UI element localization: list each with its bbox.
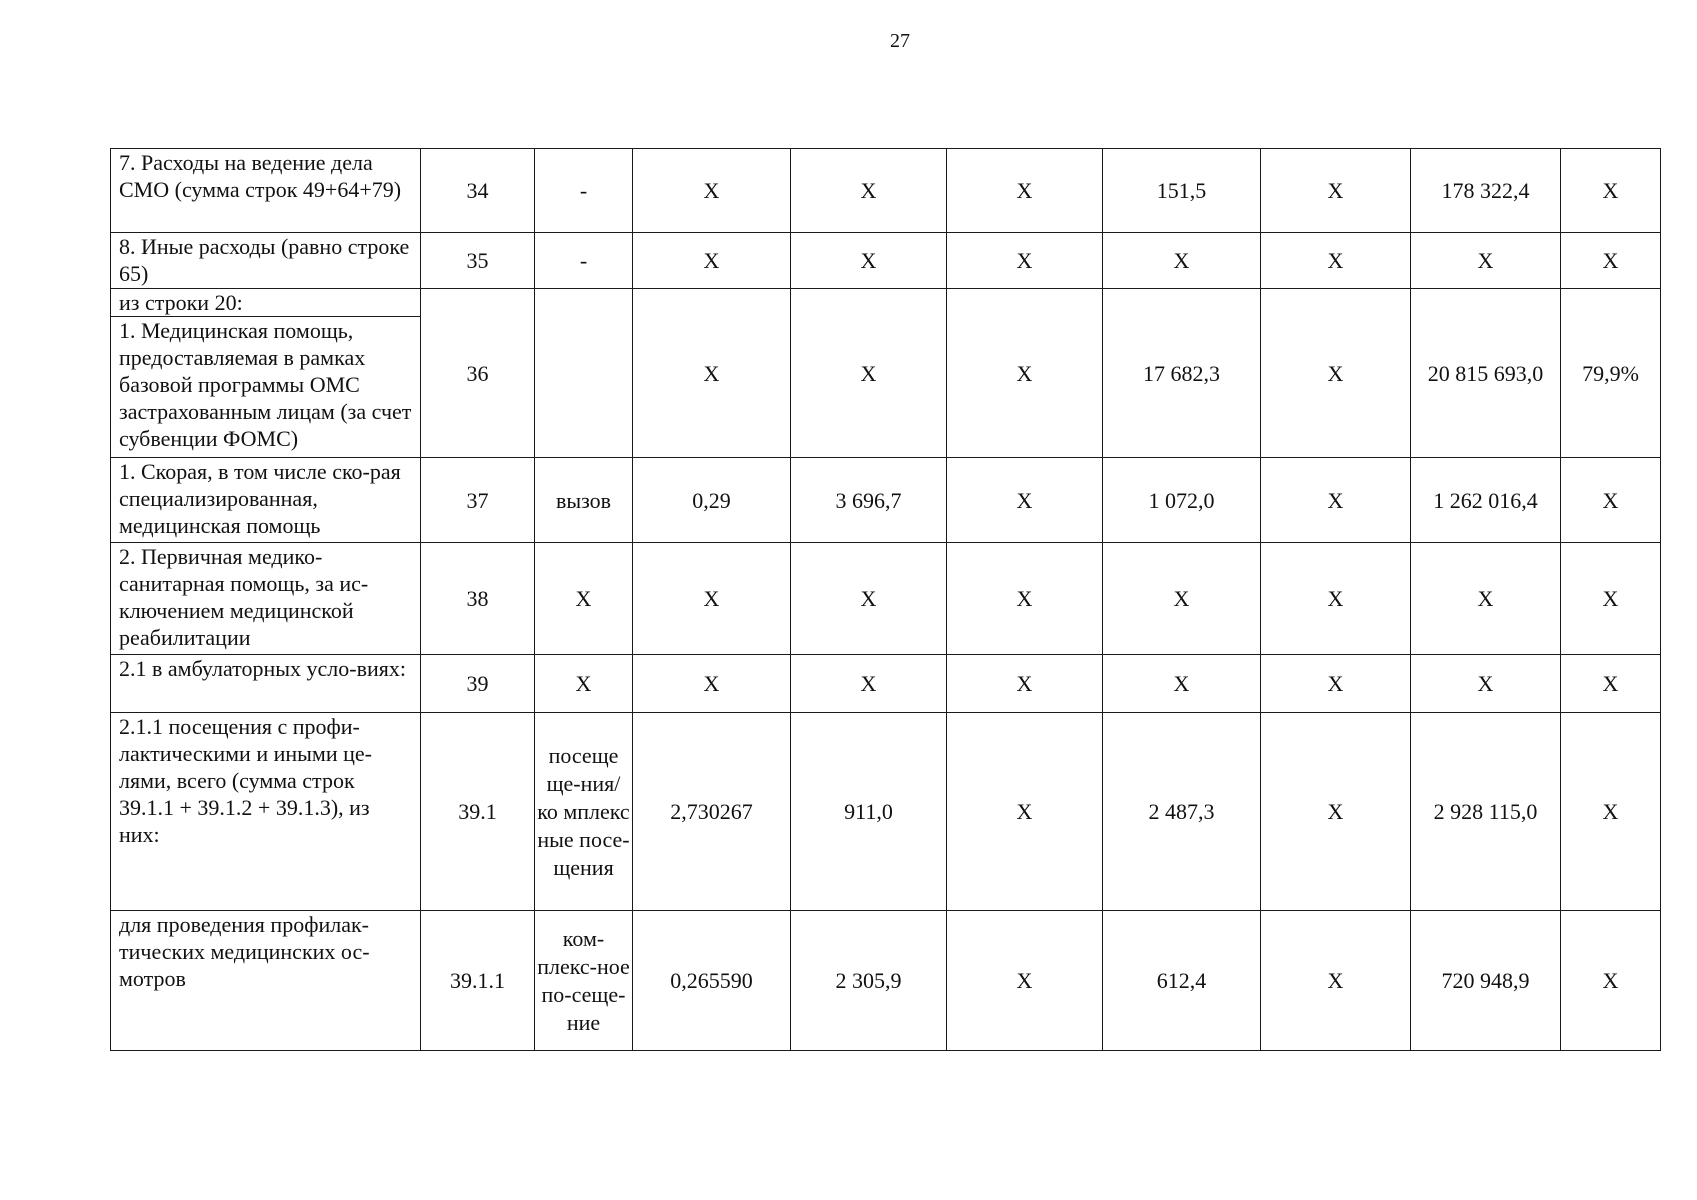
table-row	[111, 149, 1661, 233]
table-row	[111, 543, 1661, 655]
row-line-number: 34	[421, 149, 535, 233]
row-unit: Х	[535, 543, 633, 655]
row-unit: -	[535, 233, 633, 289]
row-value-6: Х	[1411, 233, 1561, 289]
table-row	[111, 655, 1661, 713]
row-value-3: Х	[947, 655, 1103, 713]
row-value-2: Х	[791, 233, 947, 289]
row-value-4: 1 072,0	[1103, 458, 1261, 543]
table-row	[111, 713, 1661, 911]
table-row	[111, 289, 1661, 317]
table-row	[111, 458, 1661, 543]
row-name: 1. Скорая, в том числе ско-рая специализированная, медицинская помощь	[111, 458, 421, 543]
row-value-5: Х	[1261, 655, 1411, 713]
row-value-7: Х	[1561, 458, 1661, 543]
data-table	[110, 148, 1661, 1051]
row-unit: посеще ще-ния/ко мплекс ные посе-щения	[535, 713, 633, 911]
row-line-number: 37	[421, 458, 535, 543]
row-value-7: Х	[1561, 233, 1661, 289]
row-value-1: Х	[633, 233, 791, 289]
row-value-4: 151,5	[1103, 149, 1261, 233]
row-value-4: 612,4	[1103, 911, 1261, 1051]
row-value-3: Х	[947, 233, 1103, 289]
table-row	[111, 911, 1661, 1051]
row-value-5: Х	[1261, 543, 1411, 655]
row-value-6: 1 262 016,4	[1411, 458, 1561, 543]
row-value-1: Х	[633, 149, 791, 233]
row-value-4: Х	[1103, 233, 1261, 289]
row-unit: -	[535, 149, 633, 233]
row-value-3: Х	[947, 911, 1103, 1051]
row-value-2: Х	[791, 543, 947, 655]
row-value-6: Х	[1411, 543, 1561, 655]
row-value-6: 2 928 115,0	[1411, 713, 1561, 911]
row-value-1: 0,265590	[633, 911, 791, 1051]
row-line-number: 39	[421, 655, 535, 713]
row-name: из строки 20:	[111, 289, 421, 317]
row-name: для проведения профилак-тических медицинских ос-мотров	[111, 911, 421, 1051]
row-value-4: 17 682,3	[1103, 289, 1261, 458]
row-value-3: Х	[947, 543, 1103, 655]
row-name: 8. Иные расходы (равно строке 65)	[111, 233, 421, 289]
row-name: 2.1 в амбулаторных усло-виях:	[111, 655, 421, 713]
row-unit: ком-плекс-ное по-сеще-ние	[535, 911, 633, 1051]
row-value-2: 2 305,9	[791, 911, 947, 1051]
row-value-3: Х	[947, 289, 1103, 458]
row-value-4: 2 487,3	[1103, 713, 1261, 911]
row-value-1: Х	[633, 655, 791, 713]
row-unit	[535, 289, 633, 458]
page-number: 27	[890, 30, 910, 52]
row-line-number: 39.1	[421, 713, 535, 911]
row-value-7: Х	[1561, 149, 1661, 233]
row-line-number: 38	[421, 543, 535, 655]
row-name: 1. Медицинская помощь, предоставляемая в рамках базовой программы ОМС застрахованным лицам (за счет субвенции ФОМС)	[111, 317, 421, 458]
row-value-3: Х	[947, 713, 1103, 911]
row-value-1: 0,29	[633, 458, 791, 543]
row-value-7: Х	[1561, 543, 1661, 655]
row-name: 7. Расходы на ведение дела СМО (сумма строк 49+64+79)	[111, 149, 421, 233]
row-name: 2.1.1 посещения с профи-лактическими и иными це-лями, всего (сумма строк 39.1.1 + 39.1.2 + 39.1.3), из них:	[111, 713, 421, 911]
row-value-6: 720 948,9	[1411, 911, 1561, 1051]
row-value-4: Х	[1103, 655, 1261, 713]
row-value-7: 79,9%	[1561, 289, 1661, 458]
table-row	[111, 233, 1661, 289]
row-value-1: 2,730267	[633, 713, 791, 911]
row-value-2: 3 696,7	[791, 458, 947, 543]
row-value-2: Х	[791, 289, 947, 458]
row-value-7: Х	[1561, 713, 1661, 911]
row-value-6: Х	[1411, 655, 1561, 713]
row-line-number: 35	[421, 233, 535, 289]
row-value-5: Х	[1261, 713, 1411, 911]
row-value-5: Х	[1261, 149, 1411, 233]
row-value-3: Х	[947, 458, 1103, 543]
row-value-3: Х	[947, 149, 1103, 233]
row-value-2: 911,0	[791, 713, 947, 911]
row-value-2: Х	[791, 655, 947, 713]
row-value-7: Х	[1561, 911, 1661, 1051]
row-line-number: 39.1.1	[421, 911, 535, 1051]
row-value-6: 178 322,4	[1411, 149, 1561, 233]
row-value-6: 20 815 693,0	[1411, 289, 1561, 458]
row-value-5: Х	[1261, 458, 1411, 543]
row-value-1: Х	[633, 289, 791, 458]
row-value-5: Х	[1261, 233, 1411, 289]
row-value-4: Х	[1103, 543, 1261, 655]
row-line-number: 36	[421, 289, 535, 458]
row-value-1: Х	[633, 543, 791, 655]
row-value-7: Х	[1561, 655, 1661, 713]
row-value-5: Х	[1261, 289, 1411, 458]
row-unit: вызов	[535, 458, 633, 543]
row-name: 2. Первичная медико-санитарная помощь, за ис-ключением медицинской реабилитации	[111, 543, 421, 655]
row-unit: Х	[535, 655, 633, 713]
row-value-5: Х	[1261, 911, 1411, 1051]
row-value-2: Х	[791, 149, 947, 233]
